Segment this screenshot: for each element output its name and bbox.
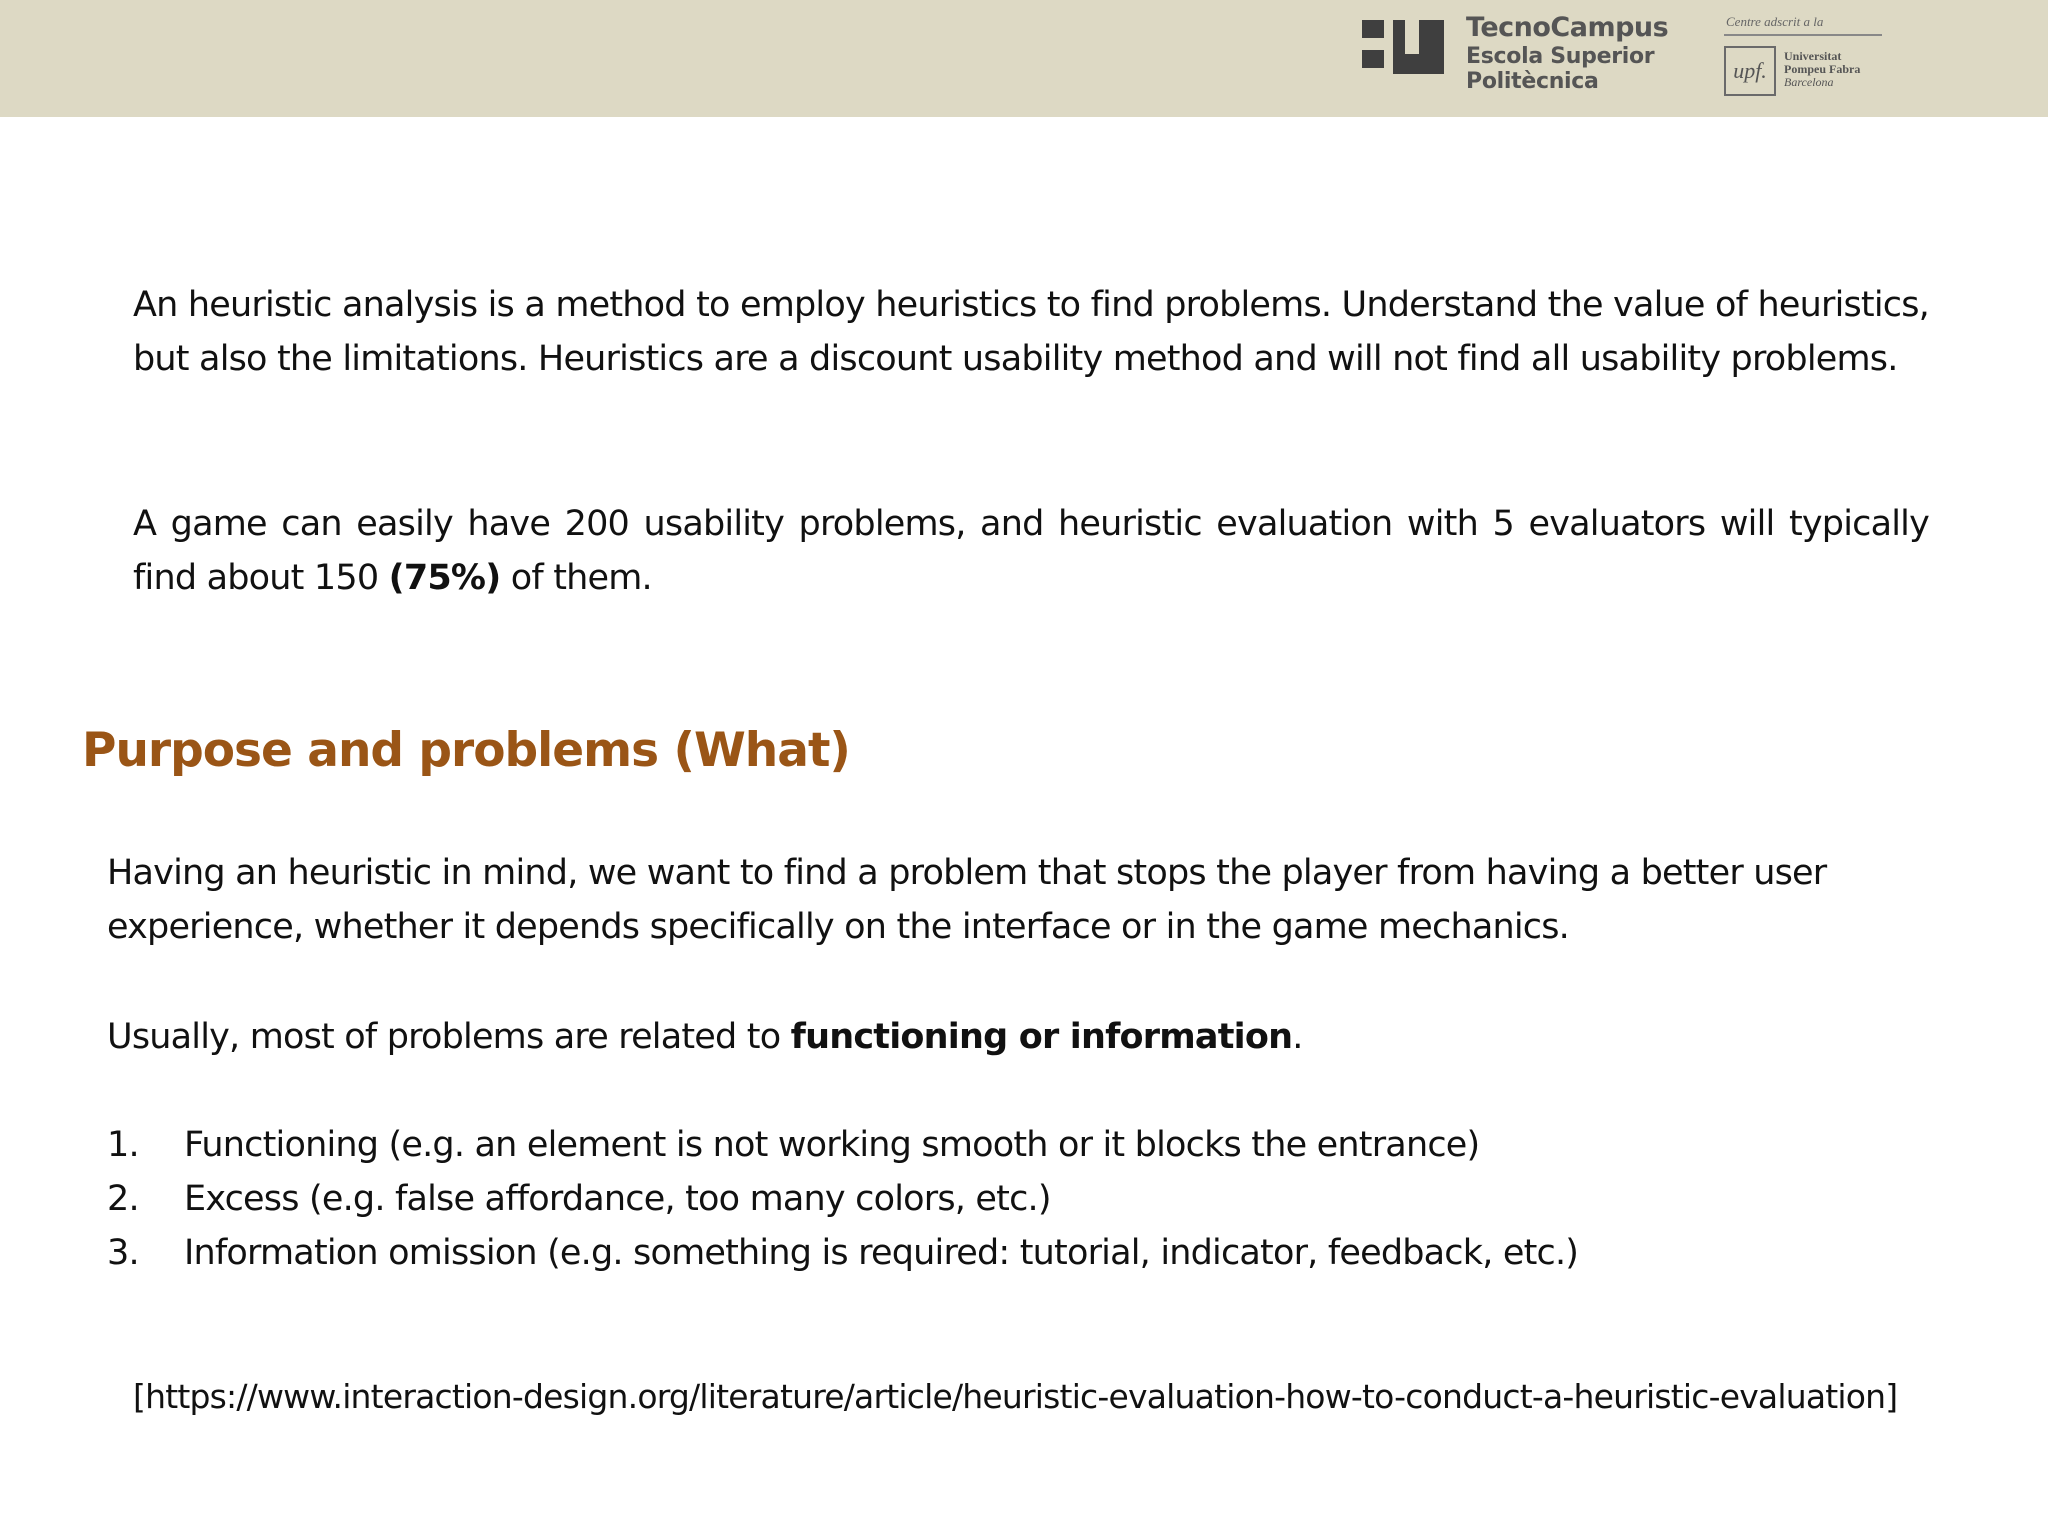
upf-line2: Pompeu Fabra	[1784, 62, 1861, 76]
header-band	[0, 0, 2048, 117]
section-paragraph-2-end: .	[1292, 1017, 1303, 1057]
upf-box-text: upf.	[1733, 58, 1767, 83]
list-item-text: Excess (e.g. false affordance, too many colors, etc.)	[184, 1179, 1051, 1219]
section-paragraph-2	[107, 1010, 1967, 1064]
list-item-number: 1.	[107, 1125, 139, 1165]
section-paragraph-2-text: Usually, most of problems are related to	[107, 1017, 791, 1057]
intro-paragraph-1: An heuristic analysis is a method to employ heuristics to find problems. Understand the value of heuristics, but also the limitations. Heuristics are a discount usability method and will not find all usability problems.	[133, 285, 1929, 379]
tecnocampus-line1: Escola Superior	[1466, 44, 1655, 69]
section-heading: Purpose and problems (What)	[82, 723, 850, 778]
list-item-number: 3.	[107, 1233, 139, 1273]
intro-paragraph-2	[133, 497, 1929, 605]
list-item-number: 2.	[107, 1179, 139, 1219]
upf-name	[1784, 50, 1860, 89]
intro-paragraph-2-text: A game can easily have 200 usability problems, and heuristic evaluation with 5 evaluators will typically find about 150	[133, 504, 1929, 598]
upf-divider	[1724, 34, 1882, 36]
upf-logo	[1722, 12, 1884, 102]
upf-line1: Universitat	[1784, 49, 1842, 63]
list-item	[107, 1172, 1967, 1226]
intro-paragraph-2-bold: (75%)	[388, 558, 501, 598]
tecnocampus-logo-icon	[1362, 20, 1444, 74]
list-item	[107, 1226, 1967, 1280]
upf-centre-label: Centre adscrit a la	[1726, 14, 1824, 29]
problem-type-list	[107, 1118, 1967, 1280]
reference-url: [https://www.interaction-design.org/literature/article/heuristic-evaluation-how-to-conduct-a-heuristic-evaluation]	[133, 1377, 1898, 1416]
list-item-text: Information omission (e.g. something is required: tutorial, indicator, feedback, etc.)	[184, 1233, 1579, 1273]
tecnocampus-title: TecnoCampus	[1466, 12, 1669, 43]
upf-box-icon	[1724, 46, 1776, 96]
list-item	[107, 1118, 1967, 1172]
tecnocampus-logo-text	[1466, 14, 1668, 96]
tecnocampus-line2: Politècnica	[1466, 69, 1599, 94]
section-paragraph-1: Having an heuristic in mind, we want to find a problem that stops the player from having a better user experience, whether it depends specifically on the interface or in the game mechanics.	[107, 853, 1827, 947]
section-paragraph-2-bold: functioning or information	[790, 1017, 1293, 1057]
upf-line3: Barcelona	[1784, 75, 1834, 89]
list-item-text: Functioning (e.g. an element is not working smooth or it blocks the entrance)	[184, 1125, 1480, 1165]
intro-paragraph-2-end: of them.	[500, 558, 652, 598]
